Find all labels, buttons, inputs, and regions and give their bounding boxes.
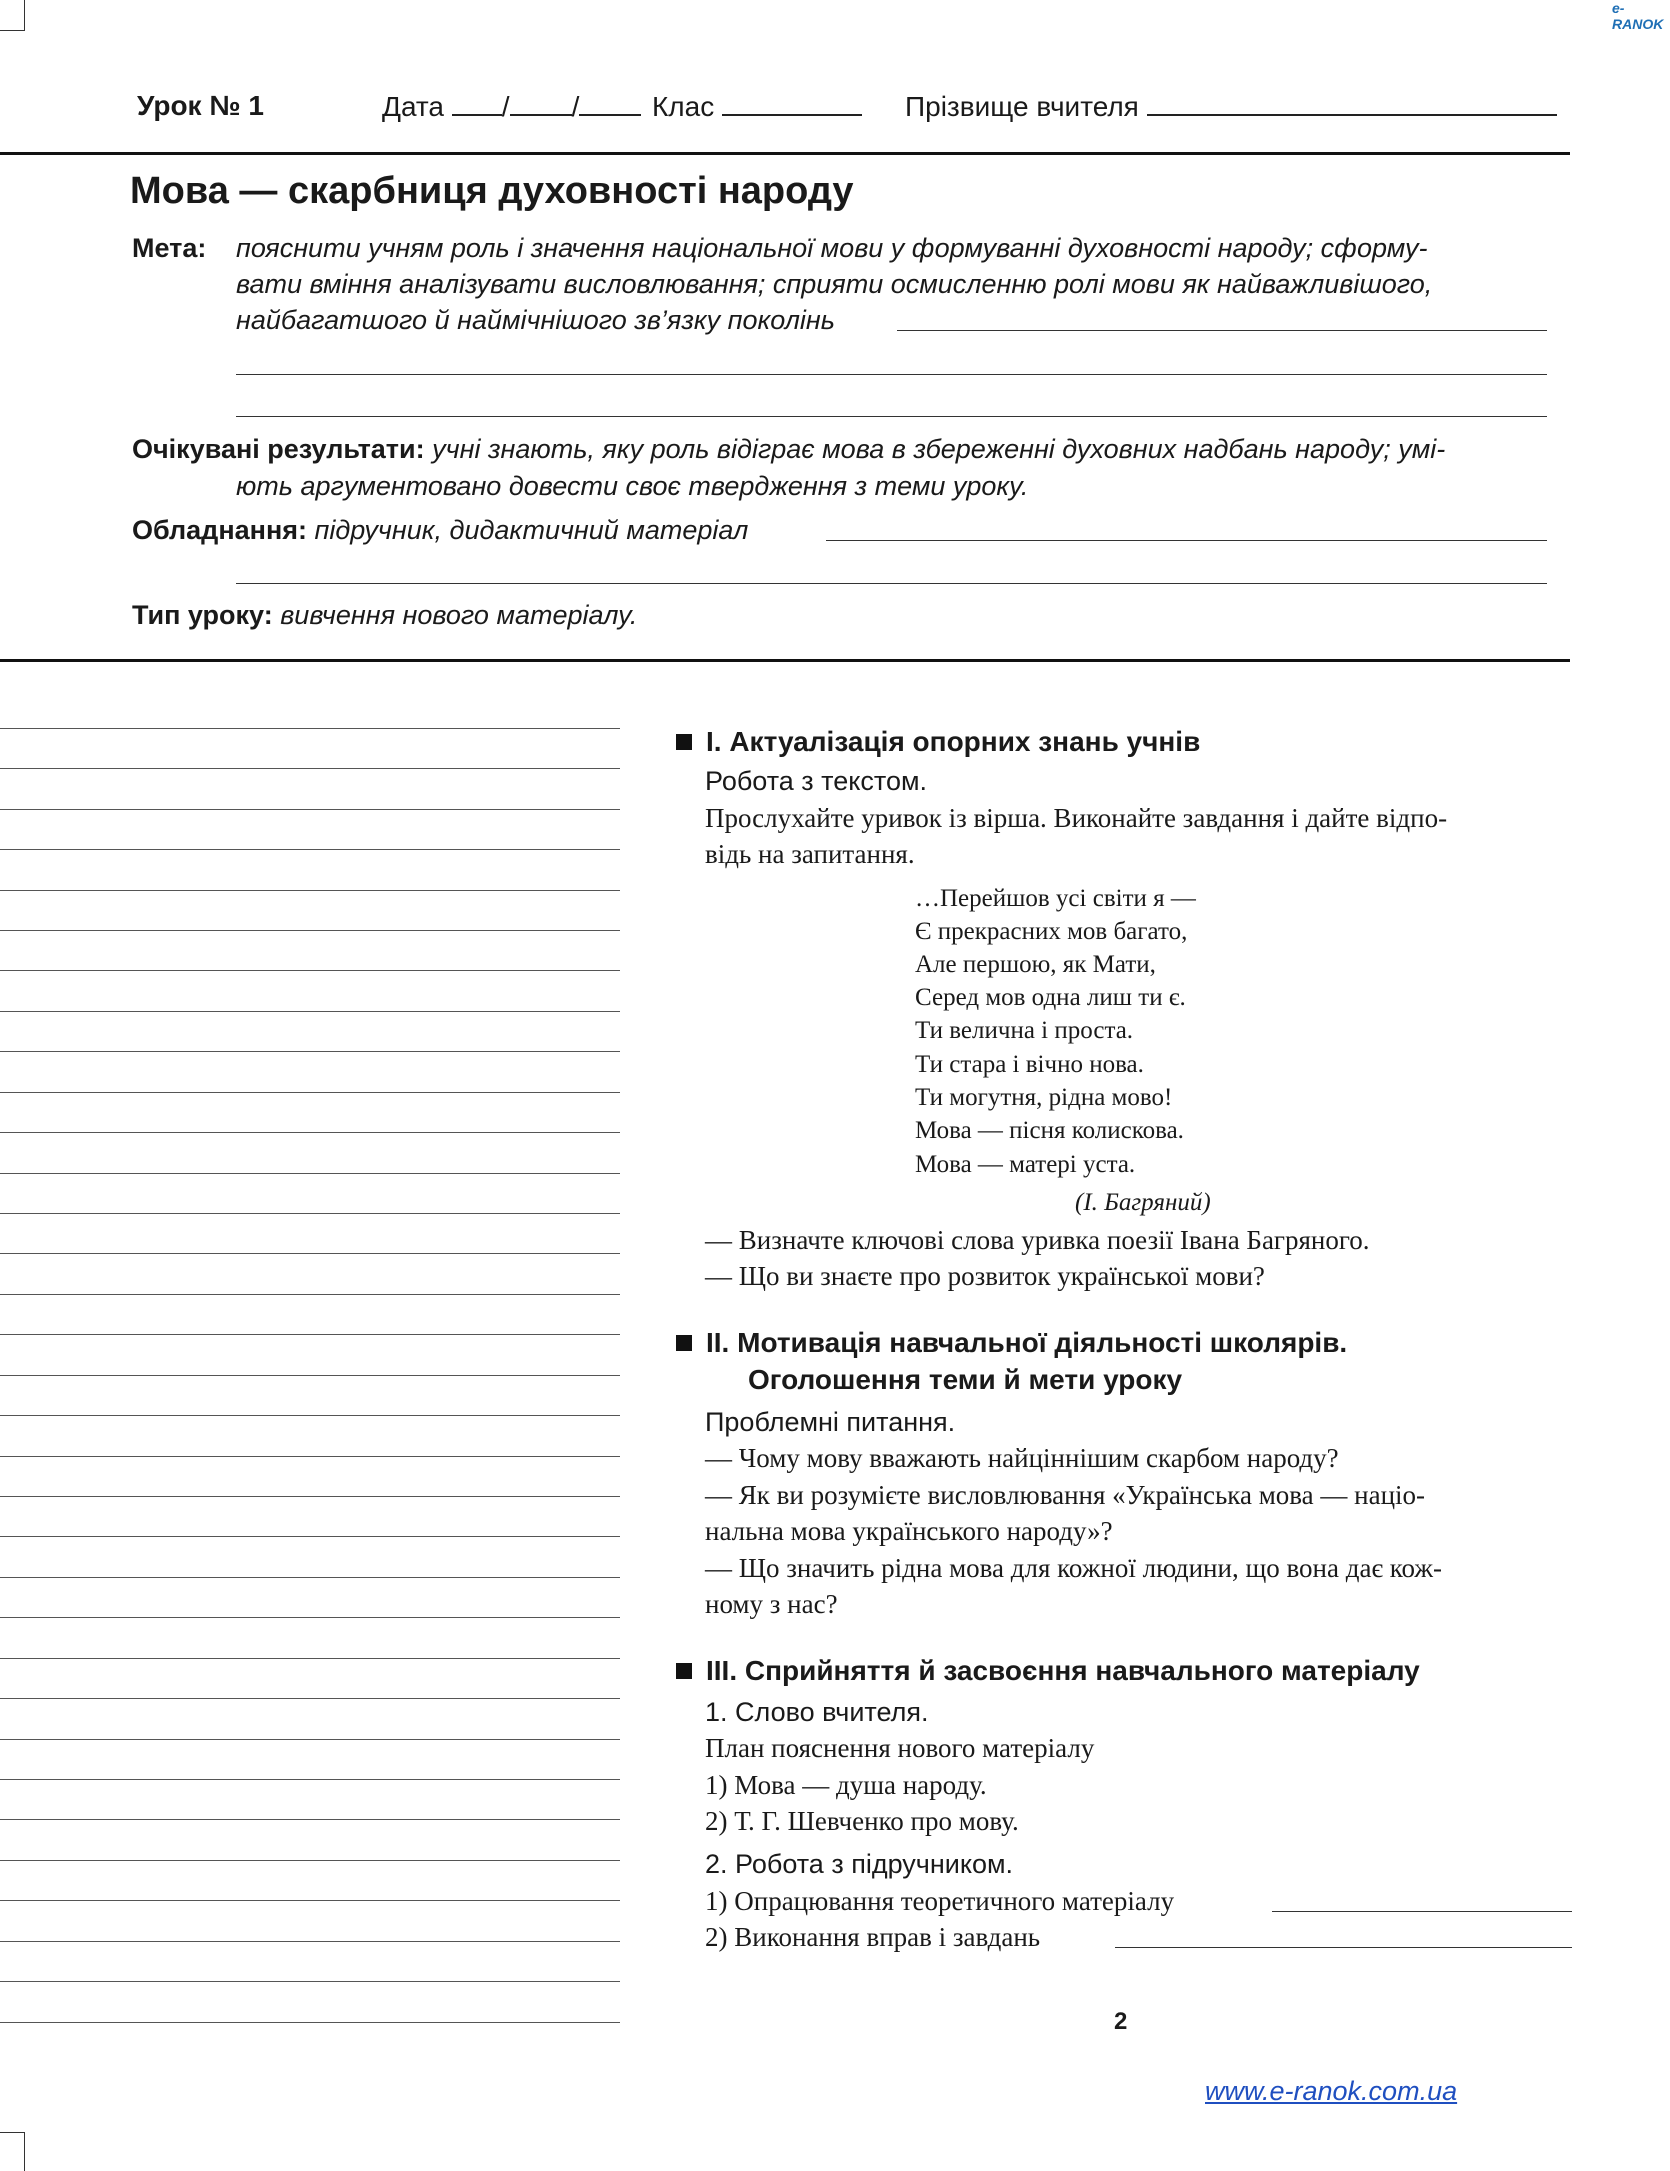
section-1-task-1: Прослухайте уривок із вірша. Виконайте завдання і дайте відпо- bbox=[705, 803, 1448, 833]
date-year-blank[interactable] bbox=[579, 90, 641, 116]
date-day-blank[interactable] bbox=[452, 90, 502, 116]
section-2-line: — Що значить рідна мова для кожної людини, що вона дає кож- bbox=[705, 1553, 1443, 1583]
section-1-heading bbox=[676, 726, 1200, 758]
date-field: Дата / / bbox=[382, 90, 641, 123]
section-2-sub: Проблемні питання. bbox=[705, 1407, 956, 1437]
poem-line: Ти стара і вічно нова. bbox=[915, 1051, 1144, 1078]
equipment-blank-1[interactable] bbox=[826, 540, 1547, 541]
bullet-square-icon bbox=[676, 1335, 692, 1351]
note-line[interactable] bbox=[0, 1456, 620, 1457]
section-2-title-2: Оголошення теми й мети уроку bbox=[748, 1364, 1183, 1395]
note-line[interactable] bbox=[0, 1132, 620, 1133]
poem-line: Але першою, як Мати, bbox=[915, 951, 1156, 978]
class-blank[interactable] bbox=[722, 90, 862, 116]
lesson-header bbox=[137, 90, 264, 122]
section-2-heading bbox=[676, 1327, 1347, 1359]
note-line[interactable] bbox=[0, 1981, 620, 1982]
lesson-number: Урок № 1 bbox=[137, 90, 264, 121]
note-line[interactable] bbox=[0, 1213, 620, 1214]
bullet-square-icon bbox=[676, 734, 692, 750]
note-line[interactable] bbox=[0, 1011, 620, 1012]
section-3-heading bbox=[676, 1655, 1420, 1687]
section-3-title: III. Сприйняття й засвоєння навчального матеріалу bbox=[706, 1655, 1420, 1686]
goal-line-3: найбагатшого й наймічнішого зв’язку поколінь bbox=[236, 305, 835, 335]
poem-line: Мова — матері уста. bbox=[915, 1151, 1136, 1178]
date-month-blank[interactable] bbox=[510, 90, 572, 116]
teacher-label: Прізвище вчителя bbox=[905, 91, 1139, 122]
goal-blank-3[interactable] bbox=[236, 416, 1547, 417]
section-2-line: нальна мова українського народу»? bbox=[705, 1516, 1113, 1546]
section-3-item-1: 1. Слово вчителя. bbox=[705, 1697, 929, 1727]
note-line[interactable] bbox=[0, 1698, 620, 1699]
note-line[interactable] bbox=[0, 970, 620, 971]
plan-title: План пояснення нового матеріалу bbox=[705, 1733, 1095, 1763]
crop-mark-bottom bbox=[0, 2132, 25, 2171]
type-label: Тип уроку: bbox=[132, 600, 273, 630]
publisher-logo bbox=[1612, 0, 1670, 32]
textbook-task-blank-1[interactable] bbox=[1272, 1911, 1572, 1912]
meta-divider bbox=[0, 659, 1570, 662]
plan-item: 2) Т. Г. Шевченко про мову. bbox=[705, 1806, 1019, 1836]
section-2-title-1: II. Мотивація навчальної діяльності школярів. bbox=[706, 1327, 1348, 1358]
section-1-question-1: — Визначте ключові слова уривка поезії Івана Багряного. bbox=[705, 1225, 1370, 1255]
goal-label: Мета: bbox=[132, 233, 207, 263]
note-line[interactable] bbox=[0, 1415, 620, 1416]
note-line[interactable] bbox=[0, 2022, 620, 2023]
note-line[interactable] bbox=[0, 1779, 620, 1780]
note-line[interactable] bbox=[0, 1577, 620, 1578]
teacher-field bbox=[905, 90, 1557, 123]
note-line[interactable] bbox=[0, 890, 620, 891]
equipment-blank-2[interactable] bbox=[236, 583, 1547, 584]
textbook-task: 1) Опрацювання теоретичного матеріалу bbox=[705, 1886, 1175, 1916]
page-number: 2 bbox=[1114, 2008, 1128, 2035]
note-line[interactable] bbox=[0, 1900, 620, 1901]
results-block bbox=[132, 434, 1445, 465]
goal-blank-2[interactable] bbox=[236, 374, 1547, 375]
plan-item: 1) Мова — душа народу. bbox=[705, 1770, 987, 1800]
section-1-task-2: відь на запитання. bbox=[705, 839, 915, 869]
date-label: Дата bbox=[382, 91, 445, 122]
poem-author: (І. Багряний) bbox=[1075, 1189, 1211, 1216]
section-2-line: ному з нас? bbox=[705, 1589, 838, 1619]
section-2-line: — Чому мову вважають найціннішим скарбом народу? bbox=[705, 1443, 1339, 1473]
class-field bbox=[652, 90, 862, 123]
results-line-2: ють аргументовано довести своє твердження з теми уроку. bbox=[236, 471, 1029, 501]
website-link[interactable]: www.e-ranok.com.ua bbox=[1205, 2076, 1458, 2106]
logo-text: e-RANOK bbox=[1612, 0, 1664, 32]
note-line[interactable] bbox=[0, 728, 620, 729]
note-line[interactable] bbox=[0, 768, 620, 769]
note-line[interactable] bbox=[0, 1173, 620, 1174]
note-line[interactable] bbox=[0, 809, 620, 810]
note-line[interactable] bbox=[0, 1092, 620, 1093]
note-line[interactable] bbox=[0, 1739, 620, 1740]
equipment-text: підручник, дидактичний матеріал bbox=[314, 515, 749, 545]
equipment-block bbox=[132, 515, 748, 546]
note-line[interactable] bbox=[0, 1496, 620, 1497]
note-line[interactable] bbox=[0, 1819, 620, 1820]
crop-mark-top bbox=[0, 0, 25, 31]
note-line[interactable] bbox=[0, 1658, 620, 1659]
note-line[interactable] bbox=[0, 1294, 620, 1295]
note-line[interactable] bbox=[0, 1253, 620, 1254]
note-line[interactable] bbox=[0, 849, 620, 850]
results-line-1: учні знають, яку роль відіграє мова в збереженні духовних надбань народу; умі- bbox=[432, 434, 1446, 464]
type-text: вивчення нового матеріалу. bbox=[280, 600, 638, 630]
poem-line: …Перейшов усі світи я — bbox=[915, 885, 1196, 912]
header-divider bbox=[0, 152, 1570, 155]
section-1-question-2: — Що ви знаєте про розвиток української мови? bbox=[705, 1261, 1265, 1291]
note-line[interactable] bbox=[0, 1941, 620, 1942]
poem-line: Мова — пісня колискова. bbox=[915, 1117, 1184, 1144]
note-line[interactable] bbox=[0, 1860, 620, 1861]
note-line[interactable] bbox=[0, 1051, 620, 1052]
results-label: Очікувані результати: bbox=[132, 434, 425, 464]
note-line[interactable] bbox=[0, 1617, 620, 1618]
section-1-title: I. Актуалізація опорних знань учнів bbox=[706, 726, 1201, 757]
note-line[interactable] bbox=[0, 1536, 620, 1537]
poem-line: Ти велична і проста. bbox=[915, 1017, 1134, 1044]
note-line[interactable] bbox=[0, 1375, 620, 1376]
teacher-blank[interactable] bbox=[1147, 90, 1557, 116]
textbook-task: 2) Виконання вправ і завдань bbox=[705, 1922, 1041, 1952]
section-3-item-2: 2. Робота з підручником. bbox=[705, 1849, 1014, 1879]
bullet-square-icon bbox=[676, 1663, 692, 1679]
poem-line: Ти могутня, рідна мово! bbox=[915, 1084, 1173, 1111]
section-1-sub: Робота з текстом. bbox=[705, 766, 928, 796]
lesson-title: Мова — скарбниця духовності народу bbox=[130, 170, 854, 212]
goal-line-1: пояснити учням роль і значення національної мови у формуванні духовності народу; сформу- bbox=[236, 233, 1428, 263]
note-line[interactable] bbox=[0, 1334, 620, 1335]
type-block bbox=[132, 600, 637, 631]
class-label: Клас bbox=[652, 91, 715, 122]
equipment-label: Обладнання: bbox=[132, 515, 307, 545]
textbook-task-blank-2[interactable] bbox=[1115, 1947, 1572, 1948]
poem-line: Є прекрасних мов багато, bbox=[915, 918, 1188, 945]
goal-blank-1[interactable] bbox=[897, 330, 1547, 331]
goal-line-2: вати вміння аналізувати висловлювання; сприяти осмисленню ролі мови як найважливішого, bbox=[236, 269, 1433, 299]
section-2-line: — Як ви розумієте висловлювання «Українська мова — націо- bbox=[705, 1480, 1426, 1510]
poem-line: Серед мов одна лиш ти є. bbox=[915, 984, 1186, 1011]
note-line[interactable] bbox=[0, 930, 620, 931]
